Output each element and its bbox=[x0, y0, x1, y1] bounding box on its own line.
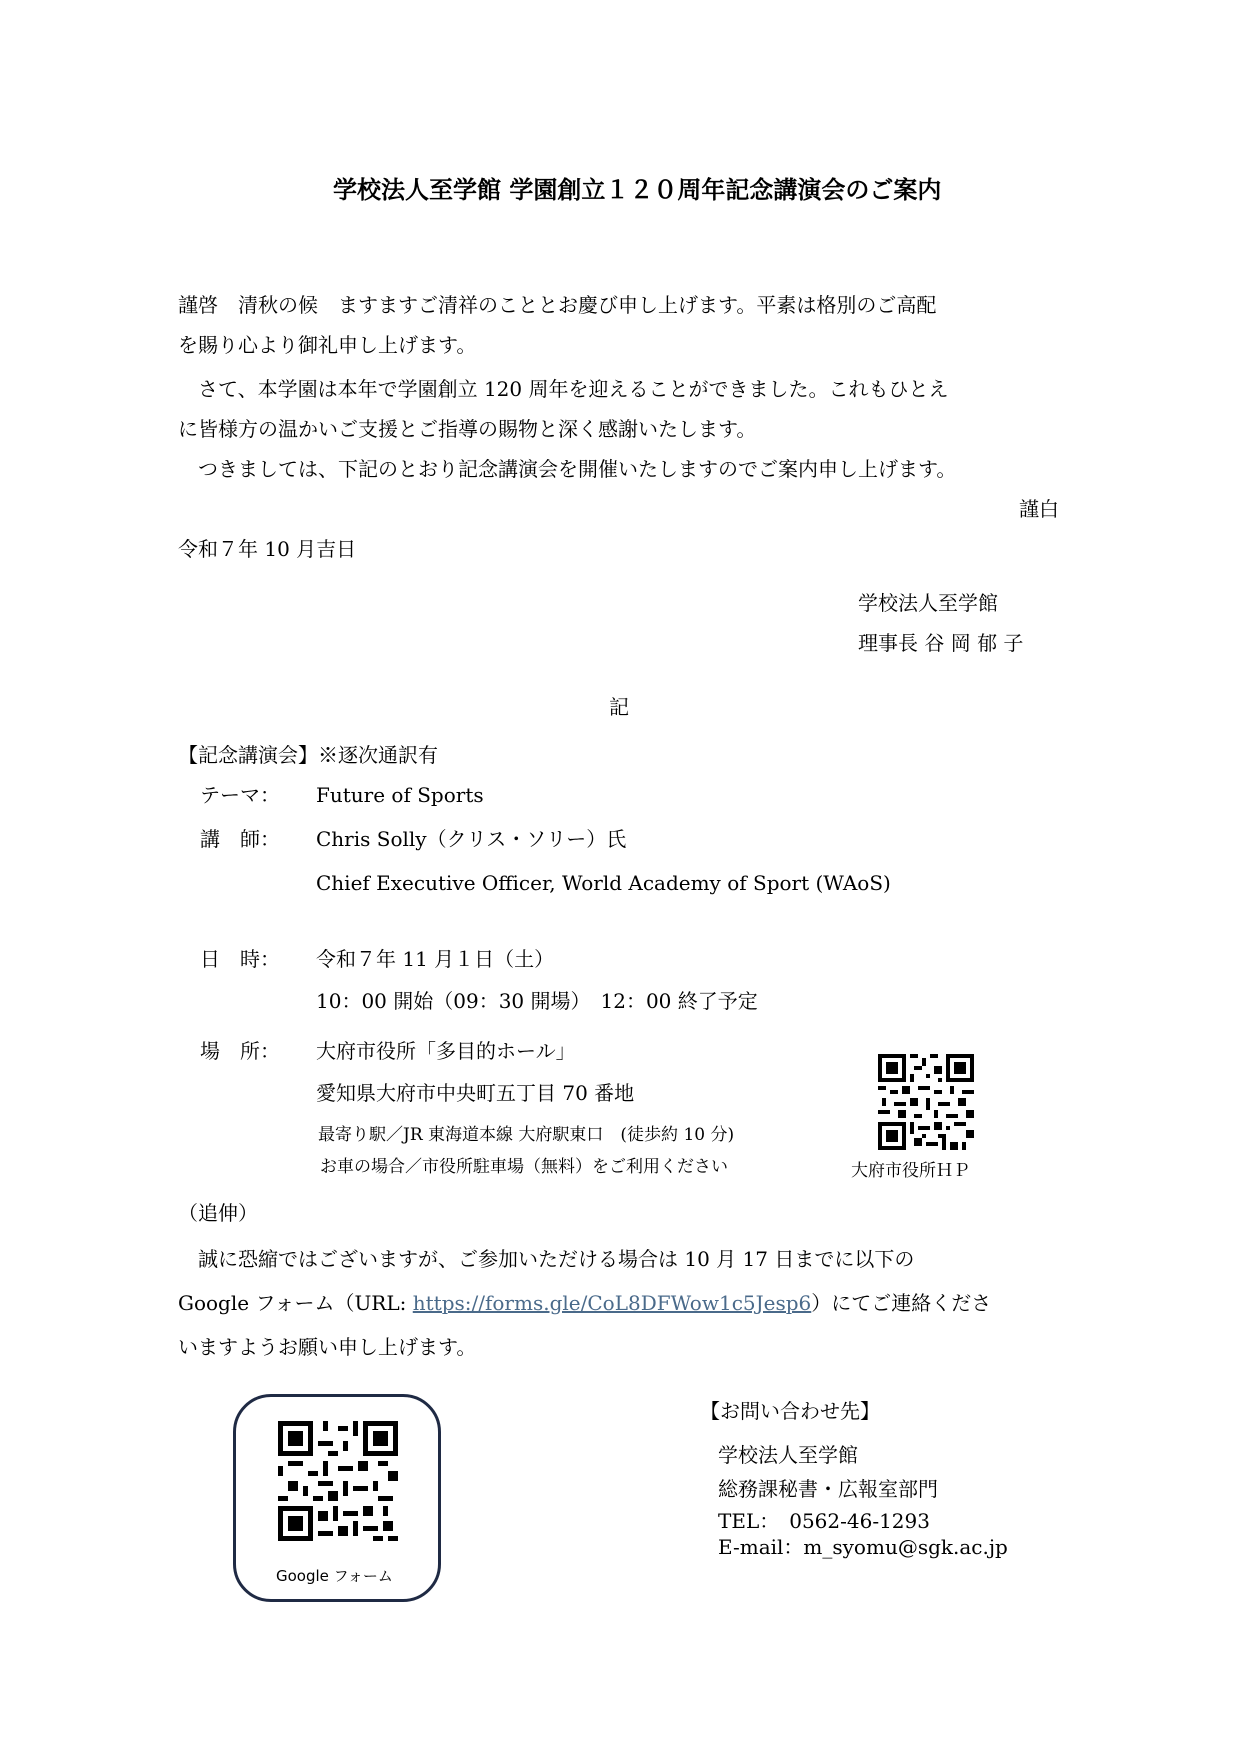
city-hall-qr-caption: 大府市役所ＨＰ bbox=[851, 1161, 970, 1181]
city-hall-qr-code-icon[interactable] bbox=[878, 1054, 974, 1150]
google-form-qr-box[interactable] bbox=[233, 1394, 441, 1602]
speaker-title: Chief Executive Officer, World Academy of Sport (WAoS) bbox=[316, 871, 891, 895]
postscript-line-2 bbox=[178, 1290, 991, 1316]
speaker-name: Chris Solly（クリス・ソリー）氏 bbox=[316, 827, 627, 851]
body-line-5: つきましては、下記のとおり記念講演会を開催いたしますのでご案内申し上げます。 bbox=[178, 457, 957, 481]
issue-date: 令和７年 10 月吉日 bbox=[178, 537, 357, 561]
body-line-3: さて、本学園は本年で学園創立 120 周年を迎えることができました。これもひとえ bbox=[178, 377, 949, 401]
sender-name: 理事長 谷 岡 郁 子 bbox=[858, 631, 1024, 655]
postscript-line-2-prefix: Google フォーム（URL: bbox=[178, 1291, 413, 1315]
google-form-qr-caption: Google フォーム bbox=[276, 1567, 393, 1585]
google-form-qr-code-icon[interactable] bbox=[278, 1421, 398, 1541]
postscript-line-2-suffix: ）にてご連絡くださ bbox=[811, 1291, 992, 1315]
theme-label: テーマ： bbox=[200, 783, 280, 807]
datetime-value: 令和７年 11 月１日（土） bbox=[316, 947, 555, 971]
contact-email[interactable]: E-mail：m_syomu@sgk.ac.jp bbox=[718, 1535, 1008, 1559]
theme-value: Future of Sports bbox=[316, 783, 484, 807]
contact-heading: 【お問い合わせ先】 bbox=[700, 1399, 880, 1423]
parking-info: お車の場合／市役所駐車場（無料）をご利用ください bbox=[320, 1157, 728, 1177]
page-title: 学校法人至学館 学園創立１２０周年記念講演会のご案内 bbox=[333, 176, 942, 204]
datetime-label: 日 時： bbox=[200, 947, 280, 971]
place-value: 大府市役所「多目的ホール」 bbox=[316, 1039, 576, 1063]
contact-tel: TEL： 0562-46-1293 bbox=[718, 1509, 930, 1533]
postscript-line-1: 誠に恐縮ではございますが、ご参加いただける場合は 10 月 17 日までに以下の bbox=[178, 1247, 915, 1271]
contact-dept: 総務課秘書・広報室部門 bbox=[718, 1477, 938, 1501]
greeting-line-1: 謹啓 清秋の候 ますますご清祥のこととお慶び申し上げます。平素は格別のご高配 bbox=[178, 293, 937, 317]
postscript-line-3: いますようお願い申し上げます。 bbox=[178, 1335, 477, 1359]
event-heading: 【記念講演会】※逐次通訳有 bbox=[178, 743, 438, 767]
closing-word: 謹白 bbox=[1019, 497, 1059, 521]
speaker-label: 講 師： bbox=[200, 827, 280, 851]
place-address: 愛知県大府市中央町五丁目 70 番地 bbox=[316, 1081, 635, 1105]
contact-org: 学校法人至学館 bbox=[718, 1443, 858, 1467]
place-label: 場 所： bbox=[200, 1039, 280, 1063]
google-form-link[interactable]: https://forms.gle/CoL8DFWow1c5Jesp6 bbox=[412, 1291, 812, 1315]
ki-heading: 記 bbox=[609, 695, 629, 719]
body-line-4: に皆様方の温かいご支援とご指導の賜物と深く感謝いたします。 bbox=[178, 417, 757, 441]
postscript-heading: （追伸） bbox=[178, 1201, 258, 1225]
greeting-line-2: を賜り心より御礼申し上げます。 bbox=[178, 333, 477, 357]
station-info: 最寄り駅／JR 東海道本線 大府駅東口 (徒歩約 10 分) bbox=[318, 1125, 735, 1145]
time-value: 10：00 開始（09：30 開場） 12：00 終了予定 bbox=[316, 989, 758, 1013]
sender-org: 学校法人至学館 bbox=[858, 591, 998, 615]
